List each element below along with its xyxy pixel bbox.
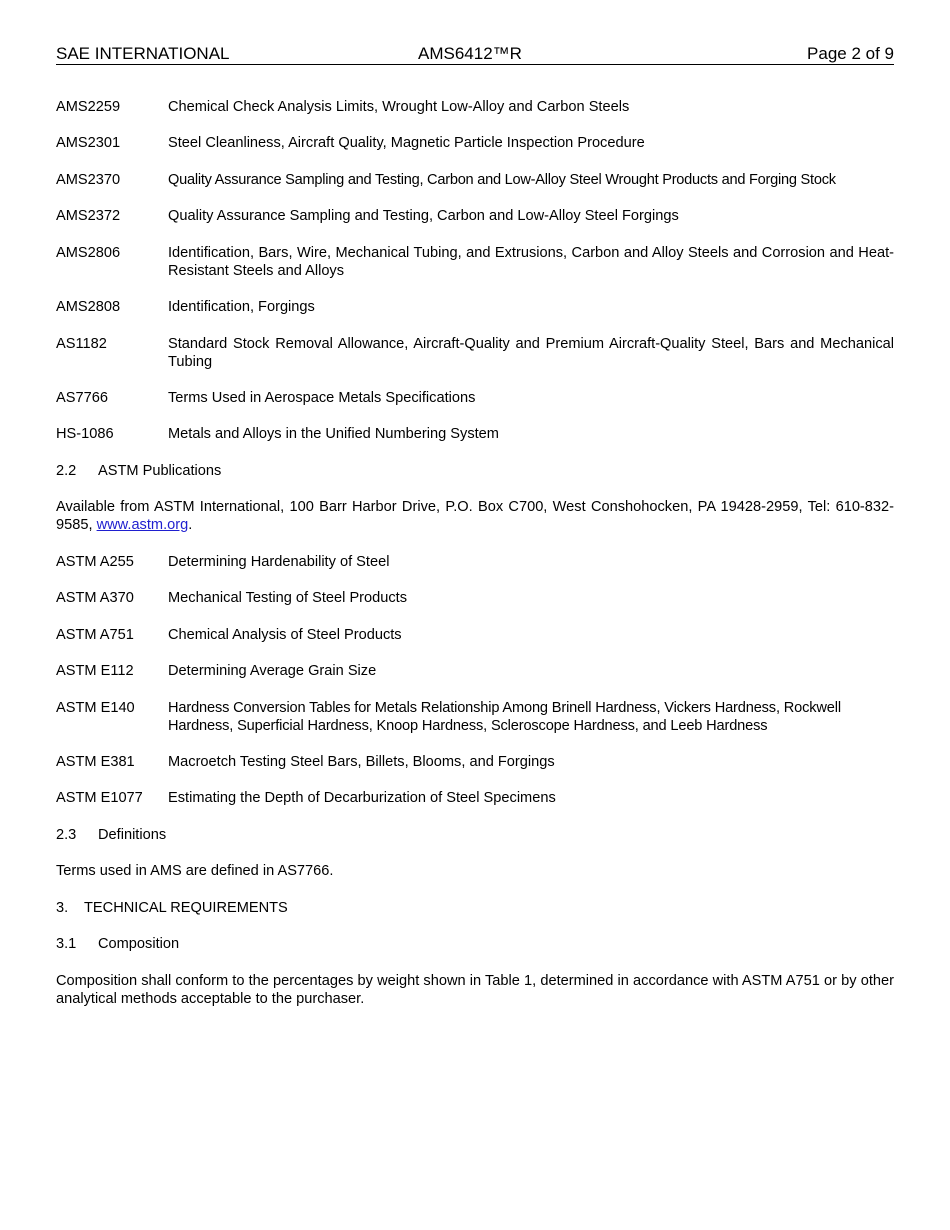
reference-code: AS1182 (56, 336, 107, 352)
reference-code: AMS2301 (56, 135, 121, 151)
reference-code: ASTM E381 (56, 754, 135, 770)
section-number: 3. (56, 900, 69, 916)
section-number: 2.3 (56, 827, 77, 843)
astm-website-link[interactable]: www.astm.org (96, 517, 189, 533)
reference-entry (56, 98, 894, 116)
reference-entry (56, 298, 894, 316)
reference-entry (56, 789, 894, 807)
section-title: Definitions (98, 827, 167, 843)
section-heading-3-1 (56, 935, 179, 953)
reference-code: HS-1086 (56, 426, 114, 442)
reference-entry (56, 425, 894, 443)
reference-title: Mechanical Testing of Steel Products (168, 590, 408, 606)
section-heading-2-3 (56, 826, 166, 844)
availability-tail: . (188, 517, 193, 533)
reference-title: Standard Stock Removal Allowance, Aircraft-Quality and Premium Aircraft-Quality Steel, Bars and Mechanical Tubing (168, 336, 894, 370)
reference-title: Chemical Check Analysis Limits, Wrought Low-Alloy and Carbon Steels (168, 99, 630, 115)
reference-title: Hardness Conversion Tables for Metals Relationship Among Brinell Hardness, Vickers Hardness, Rockwell Hardness, Superficial Hardness, Knoop Hardness, Scleroscope Hardness, and Leeb Hardness (168, 700, 841, 734)
reference-code: ASTM A255 (56, 554, 134, 570)
reference-entry (56, 699, 894, 735)
header-page-number: Page 2 of 9 (807, 44, 894, 63)
reference-entry (56, 589, 894, 607)
reference-entry (56, 244, 894, 280)
section-heading-3 (56, 899, 288, 917)
page-header (56, 44, 894, 65)
reference-title: Chemical Analysis of Steel Products (168, 627, 402, 643)
reference-code: ASTM E1077 (56, 790, 143, 806)
section-title: TECHNICAL REQUIREMENTS (84, 900, 288, 916)
reference-entry (56, 626, 894, 644)
reference-entry (56, 335, 894, 371)
section-number: 2.2 (56, 463, 77, 479)
astm-availability-paragraph (56, 498, 894, 534)
reference-entry (56, 662, 894, 680)
reference-title: Quality Assurance Sampling and Testing, Carbon and Low-Alloy Steel Wrought Products and Forging Stock (168, 172, 836, 188)
reference-code: AMS2370 (56, 172, 121, 188)
reference-code: AMS2806 (56, 245, 121, 261)
reference-code: ASTM E140 (56, 700, 135, 716)
reference-entry (56, 171, 894, 189)
reference-code: AMS2372 (56, 208, 121, 224)
reference-title: Identification, Bars, Wire, Mechanical Tubing, and Extrusions, Carbon and Alloy Steels and Corrosion and Heat-Resistant Steels and Alloys (168, 245, 894, 279)
reference-code: AS7766 (56, 390, 108, 406)
reference-code: ASTM A751 (56, 627, 134, 643)
reference-title: Determining Hardenability of Steel (168, 554, 390, 570)
reference-title: Macroetch Testing Steel Bars, Billets, Blooms, and Forgings (168, 754, 555, 770)
reference-title: Metals and Alloys in the Unified Numbering System (168, 426, 499, 442)
reference-title: Determining Average Grain Size (168, 663, 377, 679)
section-title: Composition (98, 936, 180, 952)
section-heading-2-2 (56, 462, 221, 480)
reference-title: Terms Used in Aerospace Metals Specifications (168, 390, 476, 406)
section-number: 3.1 (56, 936, 77, 952)
reference-code: AMS2259 (56, 99, 121, 115)
reference-entry (56, 207, 894, 225)
reference-title: Estimating the Depth of Decarburization of Steel Specimens (168, 790, 556, 806)
availability-text: Available from ASTM International, 100 Barr Harbor Drive, P.O. Box C700, West Conshohocken, PA 19428-2959, Tel: 610-832-9585, (56, 499, 894, 533)
reference-entry (56, 134, 894, 152)
reference-title: Quality Assurance Sampling and Testing, Carbon and Low-Alloy Steel Forgings (168, 208, 679, 224)
reference-title: Steel Cleanliness, Aircraft Quality, Magnetic Particle Inspection Procedure (168, 135, 645, 151)
reference-entry (56, 553, 894, 571)
header-organization: SAE INTERNATIONAL (56, 44, 230, 63)
composition-paragraph: Composition shall conform to the percentages by weight shown in Table 1, determined in accordance with ASTM A751 or by other analytical methods acceptable to the purchaser. (56, 973, 894, 1007)
reference-entry (56, 753, 894, 771)
reference-code: ASTM E112 (56, 663, 134, 679)
definitions-paragraph: Terms used in AMS are defined in AS7766. (56, 863, 334, 879)
header-document-number: AMS6412™R (418, 44, 522, 63)
reference-title: Identification, Forgings (168, 299, 315, 315)
reference-code: AMS2808 (56, 299, 121, 315)
reference-code: ASTM A370 (56, 590, 134, 606)
section-title: ASTM Publications (98, 463, 222, 479)
reference-entry (56, 389, 894, 407)
